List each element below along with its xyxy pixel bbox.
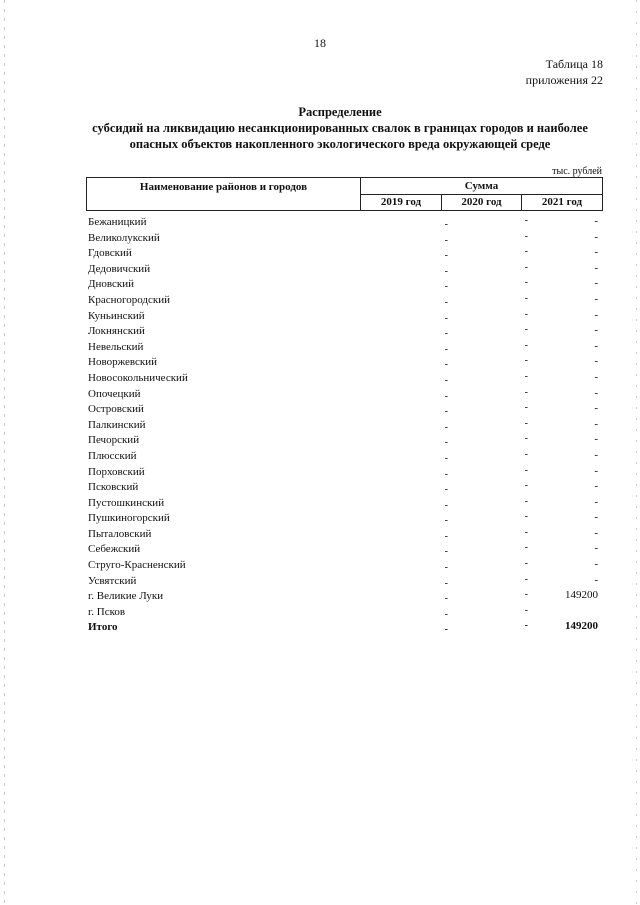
value-2021: - [594,277,598,290]
value-2019: - [444,312,448,324]
district-name: Печорский [88,434,140,447]
value-2019: - [444,390,448,402]
value-2021: - [594,339,598,352]
table-row [88,541,608,557]
table-row [88,417,608,433]
value-2019: - [444,281,448,293]
table-row [88,510,608,526]
district-name: Пустошкинский [88,496,165,509]
district-name: Себежский [88,543,141,556]
table-row [88,276,608,292]
value-2019: - [444,562,448,574]
district-name: Локнянский [88,325,145,338]
district-name: Новосокольнический [88,371,188,384]
value-2021: - [594,386,598,399]
value-2020: - [524,355,528,367]
value-2021: - [594,215,598,227]
value-2019: - [444,515,448,527]
header-year-2019: 2019 год [361,195,442,210]
value-2019: - [444,328,448,340]
value-2020: - [524,370,528,382]
header-year-2020: 2020 год [442,195,522,210]
value-2020: - [524,604,528,616]
table-row [88,292,608,308]
value-2019: - [444,577,448,589]
total-label: Итого [88,621,118,634]
value-2021: - [594,558,598,571]
value-2019: - [444,343,448,355]
value-2019: - [444,406,448,418]
value-2020: - [524,511,528,523]
district-name: Пушкиногорский [88,512,170,525]
district-name: г. Псков [88,605,126,618]
value-2019: - [444,250,448,262]
table-row [88,230,608,246]
value-2020: - [524,308,528,320]
value-2019: - [444,219,448,230]
value-2021: - [594,448,598,461]
district-name: Новоржевский [88,356,158,369]
value-2019: - [444,265,448,277]
table-row [88,479,608,495]
value-2021: - [594,573,598,586]
table-row [88,323,608,339]
table-row [88,214,608,230]
total-row [88,619,608,635]
district-name: Усвятский [88,574,137,587]
value-2019: - [444,234,448,246]
table-row [88,386,608,402]
district-name: Невельский [88,340,144,353]
value-2021: - [594,433,598,446]
units-label: тыс. рублей [552,166,602,177]
district-name: г. Великие Луки [88,590,164,603]
district-name: Красногородский [88,293,171,306]
district-name: Плюсский [88,449,137,462]
value-2020: - [524,246,528,258]
value-2021: - [594,511,598,524]
value-2021: - [594,417,598,430]
value-2021: 149200 [565,620,598,633]
value-2020: - [524,573,528,585]
value-2020: - [524,464,528,476]
table-row [88,557,608,573]
value-2020: - [524,402,528,414]
value-2021: - [594,355,598,368]
table-reference-line-1: Таблица 18 [545,57,603,71]
table-reference [526,56,603,88]
value-2021: - [594,324,598,337]
scan-edge-left [4,0,5,905]
value-2021: 149200 [565,589,598,602]
table-row [88,339,608,355]
value-2021: - [594,526,598,539]
value-2021: - [594,402,598,415]
value-2021: - [594,464,598,477]
value-2019: - [444,546,448,558]
value-2020: - [524,589,528,601]
value-2019: - [444,593,448,605]
value-2019: - [444,608,448,620]
value-2021: - [594,308,598,321]
value-2021: - [594,292,598,305]
value-2021: - [594,230,598,243]
table-body [88,214,608,635]
header-name-column: Наименование районов и городов [87,178,361,210]
value-2019: - [444,421,448,433]
value-2020: - [524,542,528,554]
district-name: Струго-Красненский [88,559,186,572]
value-2020: - [524,526,528,538]
table-row [88,464,608,480]
district-name: Псковский [88,481,139,494]
table-row [88,588,608,604]
value-2020: - [524,448,528,460]
table-row [88,573,608,589]
table-row [88,370,608,386]
district-name: Порховский [88,465,145,478]
district-name: Опочецкий [88,387,141,400]
value-2019: - [444,499,448,511]
table-row [88,495,608,511]
district-name: Гдовский [88,247,132,260]
value-2019: - [444,374,448,386]
title-line-2: субсидий на ликвидацию несанкционированных свалок в границах городов и наиболее [92,121,588,135]
table-row [88,526,608,542]
value-2020: - [524,324,528,336]
value-2020: - [524,480,528,492]
scan-edge-right [636,0,637,905]
value-2019: - [444,484,448,496]
document-title [60,104,620,152]
value-2020: - [524,417,528,429]
value-2020: - [524,558,528,570]
value-2021: - [594,480,598,493]
value-2019: - [444,359,448,371]
district-name: Островский [88,403,144,416]
table-row [88,308,608,324]
table-row [88,245,608,261]
header-year-2021: 2021 год [541,196,583,208]
value-2020: - [524,277,528,289]
value-2019: - [444,296,448,308]
value-2019: - [444,437,448,449]
header-sum-column: Сумма [361,178,602,195]
value-2020: - [524,215,528,226]
district-name: Великолукский [88,231,160,244]
value-2019: - [444,468,448,480]
table-reference-line-2: приложения 22 [525,73,603,87]
value-2020: - [524,495,528,507]
table-row [88,261,608,277]
table-row [88,401,608,417]
title-line-3: опасных объектов накопленного экологического вреда окружающей среде [129,137,551,151]
district-name: Куньинский [88,309,145,322]
value-2019: - [444,624,448,636]
value-2020: - [524,433,528,445]
value-2020: - [524,620,528,632]
value-2021: - [594,495,598,508]
value-2021: - [594,246,598,259]
value-2020: - [524,230,528,242]
value-2021: - [594,542,598,555]
district-name: Дедовичский [88,262,151,275]
table-row [88,448,608,464]
value-2019: - [444,452,448,464]
value-2019: - [444,530,448,542]
district-name: Палкинский [88,418,146,431]
table-row [88,604,608,620]
value-2020: - [524,261,528,273]
value-2020: - [524,339,528,351]
page-number: 18 [314,36,326,50]
value-2020: - [524,386,528,398]
table-header [86,177,603,211]
value-2021: - [594,370,598,383]
title-line-1: Распределение [298,105,382,119]
value-2021: - [594,261,598,274]
table-row [88,432,608,448]
value-2020: - [524,292,528,304]
district-name: Бежаницкий [88,216,147,228]
district-name: Пыталовский [88,527,152,540]
table-row [88,354,608,370]
district-name: Дновский [88,278,135,291]
